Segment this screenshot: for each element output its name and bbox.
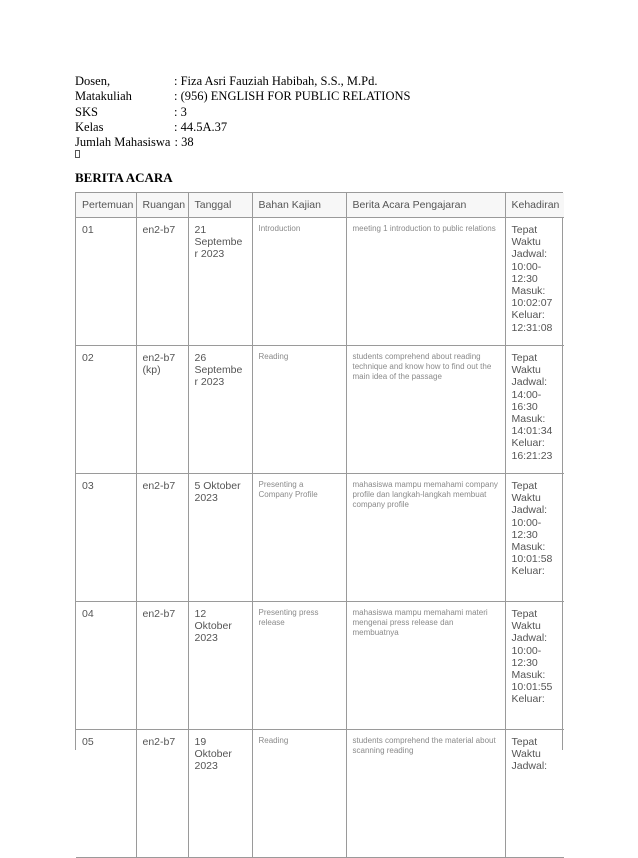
cell-pertemuan: 01 [76, 218, 136, 346]
info-sks [75, 105, 410, 120]
cell-kehadiran [505, 602, 564, 730]
info-jumlah [75, 135, 410, 150]
attendance-status: Tepat Waktu [511, 224, 541, 249]
col-header-kehadiran: Kehadiran [505, 193, 564, 218]
table-row [76, 730, 564, 858]
cell-ruangan: en2-b7 [136, 730, 188, 858]
info-value: : (956) ENGLISH FOR PUBLIC RELATIONS [174, 89, 411, 104]
cell-pertemuan: 03 [76, 474, 136, 602]
attendance-checkin: Masuk: 10:01:58 [511, 541, 553, 566]
attendance-checkin: Masuk: 10:02:07 [511, 285, 553, 310]
attendance-status: Tepat Waktu [511, 736, 541, 761]
section-title: BERITA ACARA [75, 170, 173, 185]
cell-ruangan: en2-b7 [136, 474, 188, 602]
col-header-ruangan: Ruangan [136, 193, 188, 218]
cell-bahan-kajian: Reading [252, 730, 346, 858]
cell-berita-acara: students comprehend the material about scanning reading [346, 730, 505, 858]
cell-berita-acara: mahasiswa mampu memahami company profile dan langkah-langkah membuat company profile [346, 474, 505, 602]
cell-bahan-kajian: Presenting press release [252, 602, 346, 730]
attendance-table-container [75, 192, 563, 773]
table-row [76, 474, 564, 602]
info-label: Dosen, [75, 74, 111, 88]
info-label: SKS [75, 104, 98, 119]
col-header-bahan-kajian: Bahan Kajian [252, 193, 346, 218]
col-header-tanggal: Tanggal [188, 193, 252, 218]
info-kelas [75, 120, 410, 135]
cell-tanggal: 19 Oktober 2023 [188, 730, 252, 858]
cell-berita-acara: students comprehend about reading technique and know how to find out the main idea of the passage [346, 346, 505, 474]
cell-tanggal: 5 Oktober 2023 [188, 474, 252, 602]
cell-berita-acara: meeting 1 introduction to public relations [346, 218, 505, 346]
table-row [76, 602, 564, 730]
cell-kehadiran [505, 346, 564, 474]
cell-ruangan: en2-b7 [136, 602, 188, 730]
cell-pertemuan: 02 [76, 346, 136, 474]
table-row [76, 218, 564, 346]
info-label: Jumlah Mahasiswa [75, 135, 171, 150]
cell-bahan-kajian: Introduction [252, 218, 346, 346]
attendance-status: Tepat Waktu [511, 352, 541, 377]
attendance-checkin: Masuk: 14:01:34 [511, 413, 553, 438]
attendance-schedule: Jadwal: [511, 760, 548, 773]
cell-ruangan: en2-b7 (kp) [136, 346, 188, 474]
attendance-schedule: Jadwal: 10:00-12:30 [511, 504, 548, 541]
course-info [75, 74, 410, 150]
attendance-checkout: Keluar: 12:31:08 [511, 309, 553, 334]
info-value: : 38 [174, 135, 194, 150]
attendance-schedule: Jadwal: 14:00-16:30 [511, 376, 548, 413]
attendance-schedule: Jadwal: 10:00-12:30 [511, 248, 548, 285]
attendance-checkout: Keluar: [511, 693, 545, 706]
placeholder-glyph-icon [75, 150, 80, 158]
col-header-berita-acara: Berita Acara Pengajaran [346, 193, 505, 218]
info-value: : 44.5A.37 [174, 119, 228, 134]
attendance-checkout: Keluar: 16:21:23 [511, 437, 553, 462]
cell-kehadiran [505, 218, 564, 346]
cell-kehadiran [505, 474, 564, 602]
cell-bahan-kajian: Reading [252, 346, 346, 474]
cell-kehadiran [505, 730, 564, 858]
info-dosen [75, 74, 410, 89]
cell-berita-acara: mahasiswa mampu memahami materi mengenai press release dan membuatnya [346, 602, 505, 730]
cell-bahan-kajian: Presenting a Company Profile [252, 474, 346, 602]
info-value: : 3 [174, 104, 187, 119]
info-label: Matakuliah [75, 89, 132, 104]
cell-tanggal: 12 Oktober 2023 [188, 602, 252, 730]
info-matakuliah [75, 89, 410, 104]
info-label: Kelas [75, 119, 104, 134]
cell-ruangan: en2-b7 [136, 218, 188, 346]
attendance-checkout: Keluar: [511, 565, 545, 578]
attendance-checkin: Masuk: 10:01:55 [511, 669, 553, 694]
cell-pertemuan: 04 [76, 602, 136, 730]
attendance-status: Tepat Waktu [511, 608, 541, 633]
col-header-pertemuan: Pertemuan [76, 193, 136, 218]
cell-tanggal: 26 September 2023 [188, 346, 252, 474]
attendance-table [76, 193, 564, 858]
table-row [76, 346, 564, 474]
cell-pertemuan: 05 [76, 730, 136, 858]
attendance-schedule: Jadwal: 10:00-12:30 [511, 632, 548, 669]
info-value: : Fiza Asri Fauziah Habibah, S.S., M.Pd. [174, 74, 378, 88]
attendance-status: Tepat Waktu [511, 480, 541, 505]
table-header-row [76, 193, 564, 218]
cell-tanggal: 21 September 2023 [188, 218, 252, 346]
